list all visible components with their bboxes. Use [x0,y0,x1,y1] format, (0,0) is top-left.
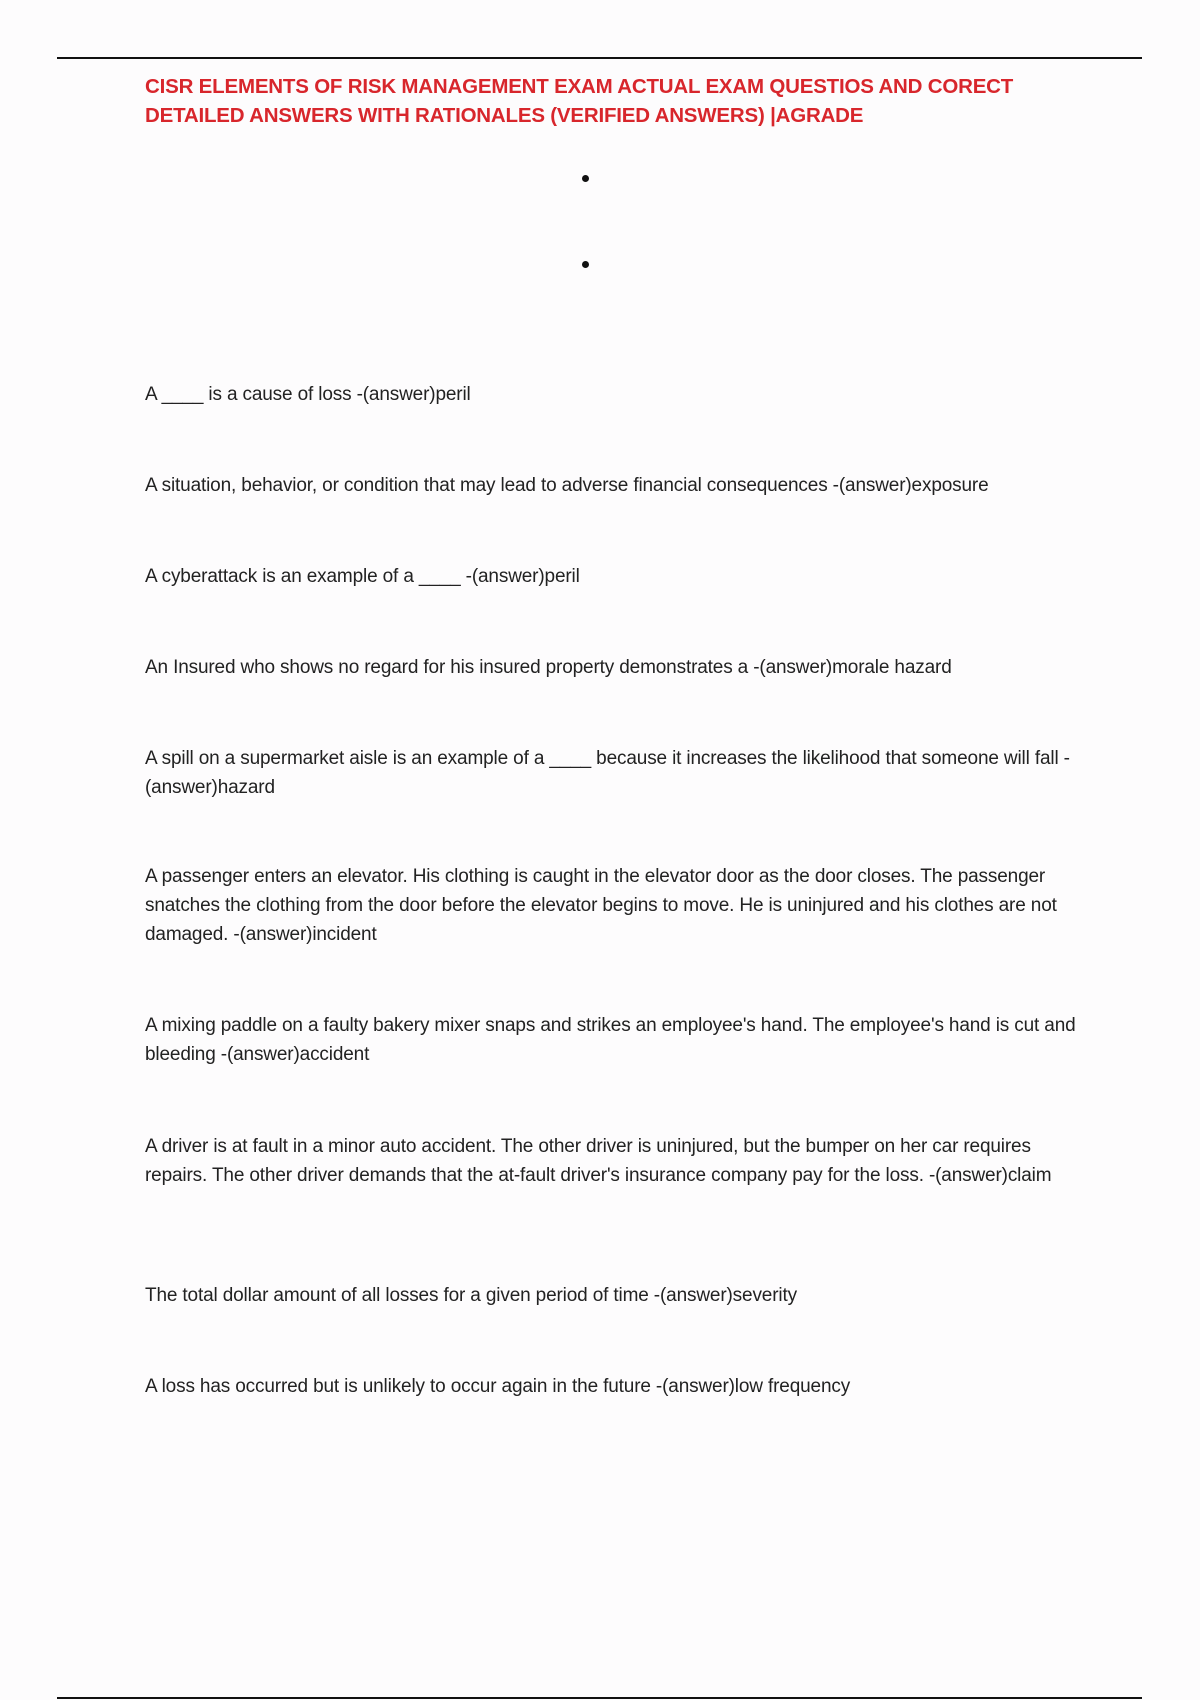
qa-item: The total dollar amount of all losses for a given period of time -(answer)severity [145,1285,797,1306]
qa-item: A cyberattack is an example of a ____ -(answer)peril [145,566,580,587]
bullet-point [582,261,589,268]
qa-item: An Insured who shows no regard for his insured property demonstrates a -(answer)morale hazard [145,657,952,678]
qa-item: A mixing paddle on a faulty bakery mixer snaps and strikes an employee's hand. The employee's hand is cut and bleeding -(answer)accident [145,1015,1076,1065]
qa-item: A passenger enters an elevator. His clothing is caught in the elevator door as the door closes. The passenger snatches the clothing from the door before the elevator begins to move. He is uninjured and his clothes are not damaged. -(answer)incident [145,866,1057,945]
qa-item: A loss has occurred but is unlikely to occur again in the future -(answer)low frequency [145,1376,851,1397]
header-rule [57,57,1142,59]
qa-item: A situation, behavior, or condition that may lead to adverse financial consequences -(answer)exposure [145,475,989,496]
qa-item: A driver is at fault in a minor auto accident. The other driver is uninjured, but the bumper on her car requires repairs. The other driver demands that the at-fault driver's insurance company pay for the loss. -(answer)claim [145,1136,1052,1186]
qa-item: A spill on a supermarket aisle is an example of a ____ because it increases the likelihood that someone will fall -(answer)hazard [145,748,1070,798]
footer-rule [57,1697,1142,1699]
document-title: CISR ELEMENTS OF RISK MANAGEMENT EXAM ACTUAL EXAM QUESTIOS AND CORECT DETAILED ANSWERS WITH RATIONALES (VERIFIED ANSWERS) |AGRADE [145,75,1014,127]
bullet-point [582,175,589,182]
qa-item: A ____ is a cause of loss -(answer)peril [145,384,471,405]
